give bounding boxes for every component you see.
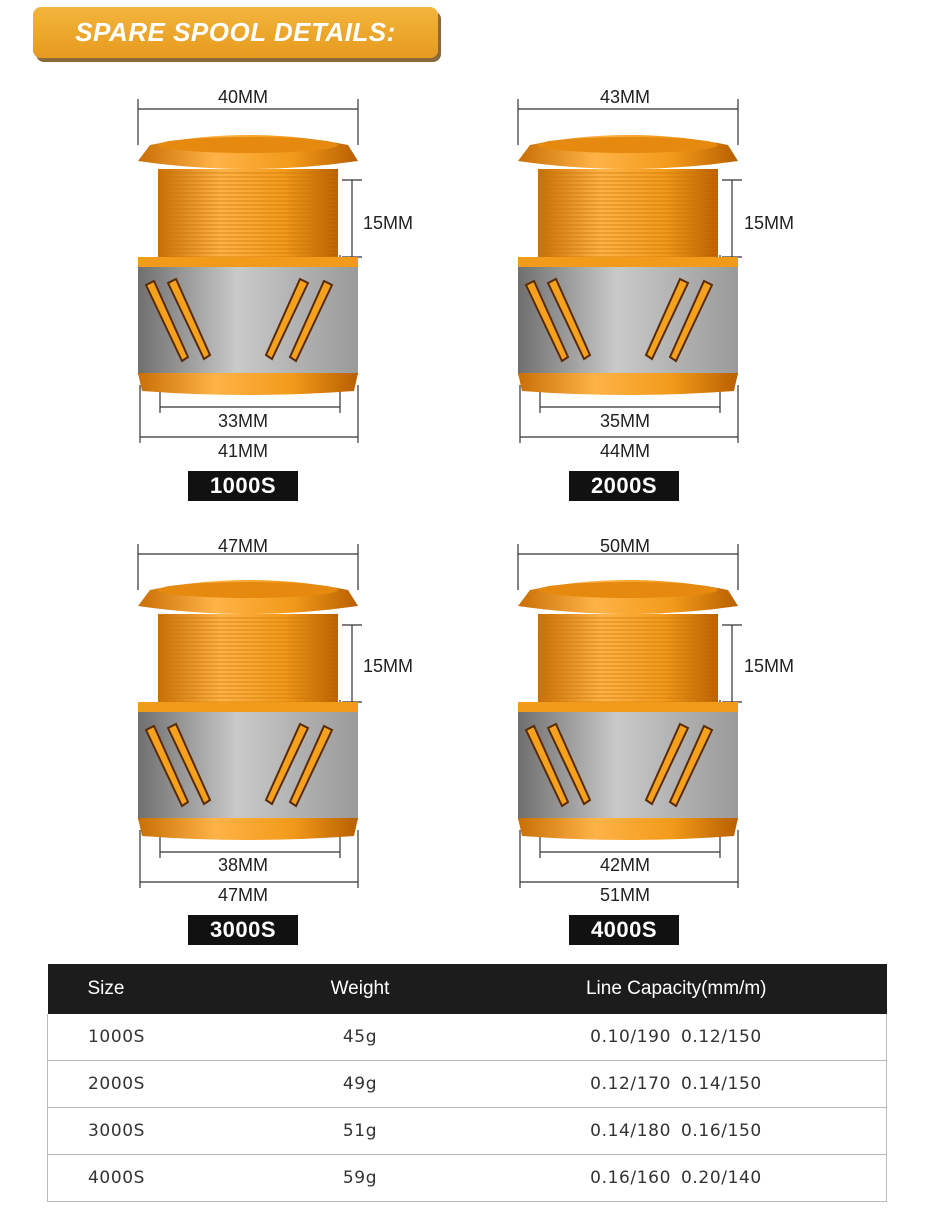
cell-weight: 59g: [254, 1155, 466, 1202]
table-row: [48, 1061, 887, 1108]
spool-top-rim: [538, 582, 718, 598]
spool-skirt-top-band: [518, 257, 738, 267]
top-width-label: 50MM: [599, 536, 650, 556]
capacity-1: 0.16/160: [590, 1168, 671, 1188]
top-width-label: 43MM: [599, 87, 650, 107]
spool-top-rim: [158, 582, 338, 598]
spool-top-rim: [538, 137, 718, 153]
header-line-capacity: Line Capacity(mm/m): [466, 964, 887, 1014]
bottom-width-label: 41MM: [217, 441, 268, 461]
capacity-1: 0.12/170: [590, 1074, 671, 1094]
bottom-width-label: 47MM: [217, 885, 268, 905]
spool-bottom-band: [518, 818, 738, 840]
cell-size: 1000S: [48, 1014, 255, 1061]
bottom-width-label: 51MM: [599, 885, 650, 905]
cell-capacity: [466, 1155, 887, 1202]
inner-width-label: 42MM: [599, 855, 650, 875]
line-depth-label: 15MM: [363, 656, 414, 676]
spool-top-rim: [158, 137, 338, 153]
spool-card-4000s: [500, 530, 800, 950]
spool-card-3000s: [120, 530, 420, 950]
inner-width-label: 38MM: [217, 855, 268, 875]
spool-skirt-top-band: [138, 702, 358, 712]
capacity-2: 0.12/150: [681, 1027, 762, 1047]
spool-barrel: [158, 614, 338, 706]
capacity-1: 0.14/180: [590, 1121, 671, 1141]
table-row: [48, 1155, 887, 1202]
spool-skirt-top-band: [518, 702, 738, 712]
spool-skirt-top-band: [138, 257, 358, 267]
line-depth-label: 15MM: [363, 213, 414, 233]
spool-barrel: [538, 169, 718, 261]
table-row: [48, 1108, 887, 1155]
model-badge: 2000S: [569, 471, 679, 501]
cell-capacity: [466, 1014, 887, 1061]
line-depth-label: 15MM: [744, 656, 795, 676]
inner-width-label: 35MM: [599, 411, 650, 431]
section-banner: [33, 7, 438, 58]
table-row: [48, 1014, 887, 1061]
top-width-label: 40MM: [217, 87, 268, 107]
spool-bottom-band: [518, 373, 738, 395]
line-depth-label: 15MM: [744, 213, 795, 233]
header-weight: Weight: [254, 964, 466, 1014]
cell-capacity: [466, 1108, 887, 1155]
spool-bottom-band: [138, 818, 358, 840]
spool-barrel: [538, 614, 718, 706]
spec-table: [47, 964, 887, 1202]
cell-capacity: [466, 1061, 887, 1108]
model-badge: 4000S: [569, 915, 679, 945]
spool-card-2000s: [500, 85, 800, 505]
cell-weight: 45g: [254, 1014, 466, 1061]
bottom-width-label: 44MM: [599, 441, 650, 461]
cell-size: 3000S: [48, 1108, 255, 1155]
spool-card-1000s: [120, 85, 420, 505]
top-width-label: 47MM: [217, 536, 268, 556]
cell-size: 2000S: [48, 1061, 255, 1108]
capacity-1: 0.10/190: [590, 1027, 671, 1047]
spool-bottom-band: [138, 373, 358, 395]
capacity-2: 0.16/150: [681, 1121, 762, 1141]
cell-weight: 49g: [254, 1061, 466, 1108]
banner-title: SPARE SPOOL DETAILS:: [75, 17, 396, 47]
model-badge: 3000S: [188, 915, 298, 945]
header-size: Size: [48, 964, 255, 1014]
spool-barrel: [158, 169, 338, 261]
model-badge: 1000S: [188, 471, 298, 501]
inner-width-label: 33MM: [217, 411, 268, 431]
table-header-row: [48, 964, 887, 1014]
cell-size: 4000S: [48, 1155, 255, 1202]
capacity-2: 0.20/140: [681, 1168, 762, 1188]
cell-weight: 51g: [254, 1108, 466, 1155]
capacity-2: 0.14/150: [681, 1074, 762, 1094]
